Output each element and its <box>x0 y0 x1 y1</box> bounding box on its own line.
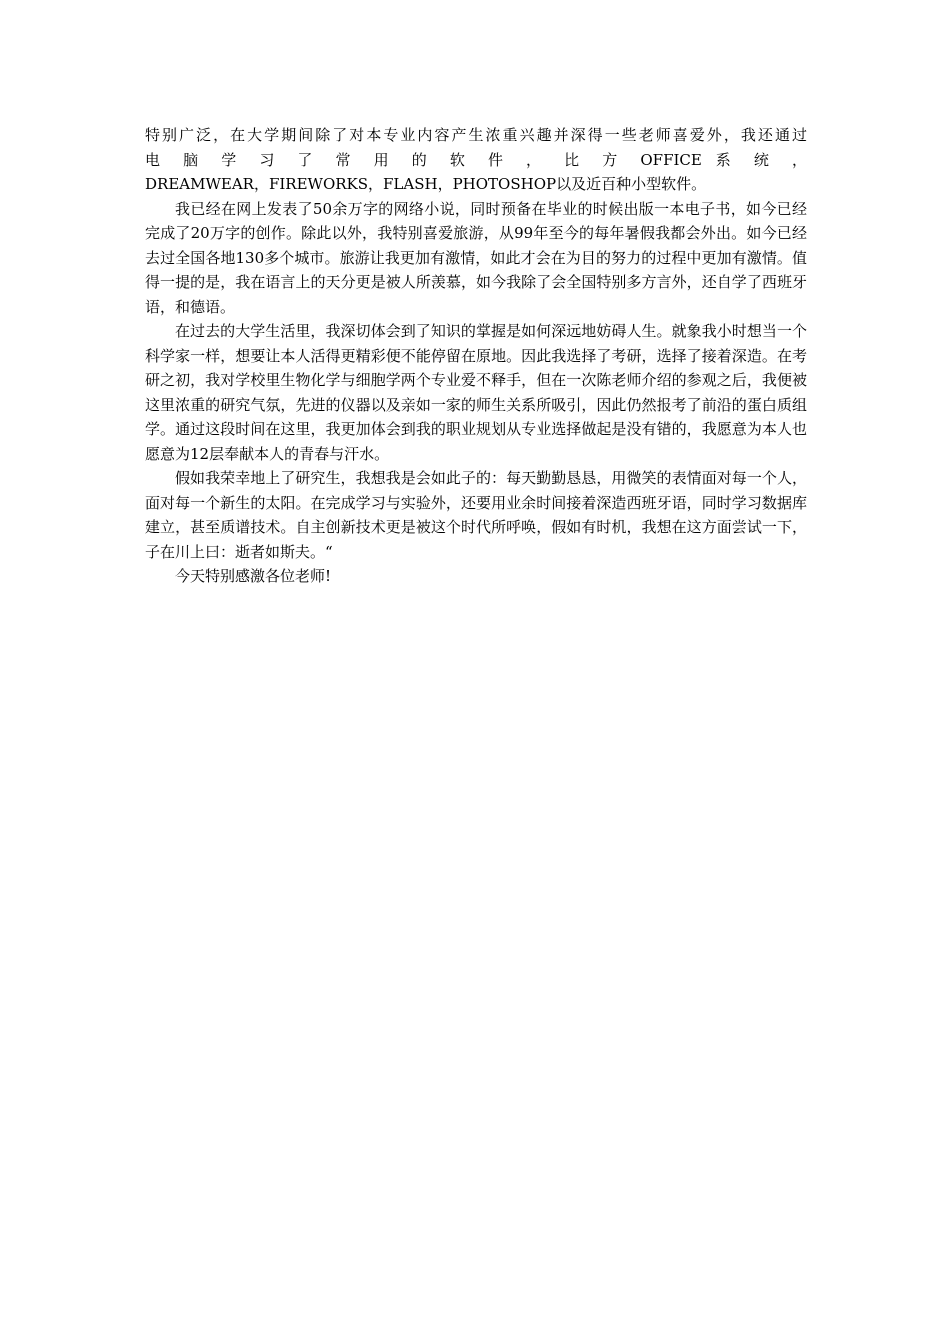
paragraph-1-line-3: DREAMWEAR，FIREWORKS，FLASH，PHOTOSHOP以及近百种小型软件。 <box>145 175 707 193</box>
paragraph-2: 我已经在网上发表了50余万字的网络小说，同时预备在毕业的时候出版一本电子书，如今已经完成了20万字的创作。除此以外，我特别喜爱旅游，从99年至今的每年暑假我都会外出。如今已经去过全国各地130多个城市。旅游让我更加有激情，如此才会在为目的努力的过程中更加有激情。值得一提的是，我在语言上的天分更是被人所羡慕，如今我除了会全国特别多方言外，还自学了西班牙语，和德语。 <box>145 199 807 316</box>
paragraph-1 <box>145 123 807 197</box>
paragraph-1-line-1: 特别广泛，在大学期间除了对本专业内容产生浓重兴趣并深得一些老师喜爱外，我还通过 <box>145 126 807 144</box>
document-body <box>145 123 807 589</box>
paragraph-3: 在过去的大学生活里，我深切体会到了知识的掌握是如何深远地妨碍人生。就象我小时想当一个科学家一样，想要让本人活得更精彩便不能停留在原地。因此我选择了考研，选择了接着深造。在考研之初，我对学校里生物化学与细胞学两个专业爱不释手，但在一次陈老师介绍的参观之后，我便被这里浓重的研究气氛，先进的仪器以及亲如一家的师生关系所吸引，因此仍然报考了前沿的蛋白质组学。通过这段时间在这里，我更加体会到我的职业规划从专业选择做起是没有错的，我愿意为本人也愿意为12层奉献本人的青春与汗水。 <box>145 322 807 463</box>
paragraph-1-line-2: 电 脑 学 习 了 常 用 的 软 件 ， 比 方 OFFICE 系 统 ， <box>145 150 807 169</box>
paragraph-4: 假如我荣幸地上了研究生，我想我是会如此子的：每天勤勤恳恳，用微笑的表情面对每一个人，面对每一个新生的太阳。在完成学习与实验外，还要用业余时间接着深造西班牙语，同时学习数据库建立，甚至质谱技术。自主创新技术更是被这个时代所呼唤，假如有时机，我想在这方面尝试一下，子在川上曰：逝者如斯夫。“ <box>145 469 807 561</box>
paragraph-5: 今天特别感激各位老师! <box>175 567 332 585</box>
